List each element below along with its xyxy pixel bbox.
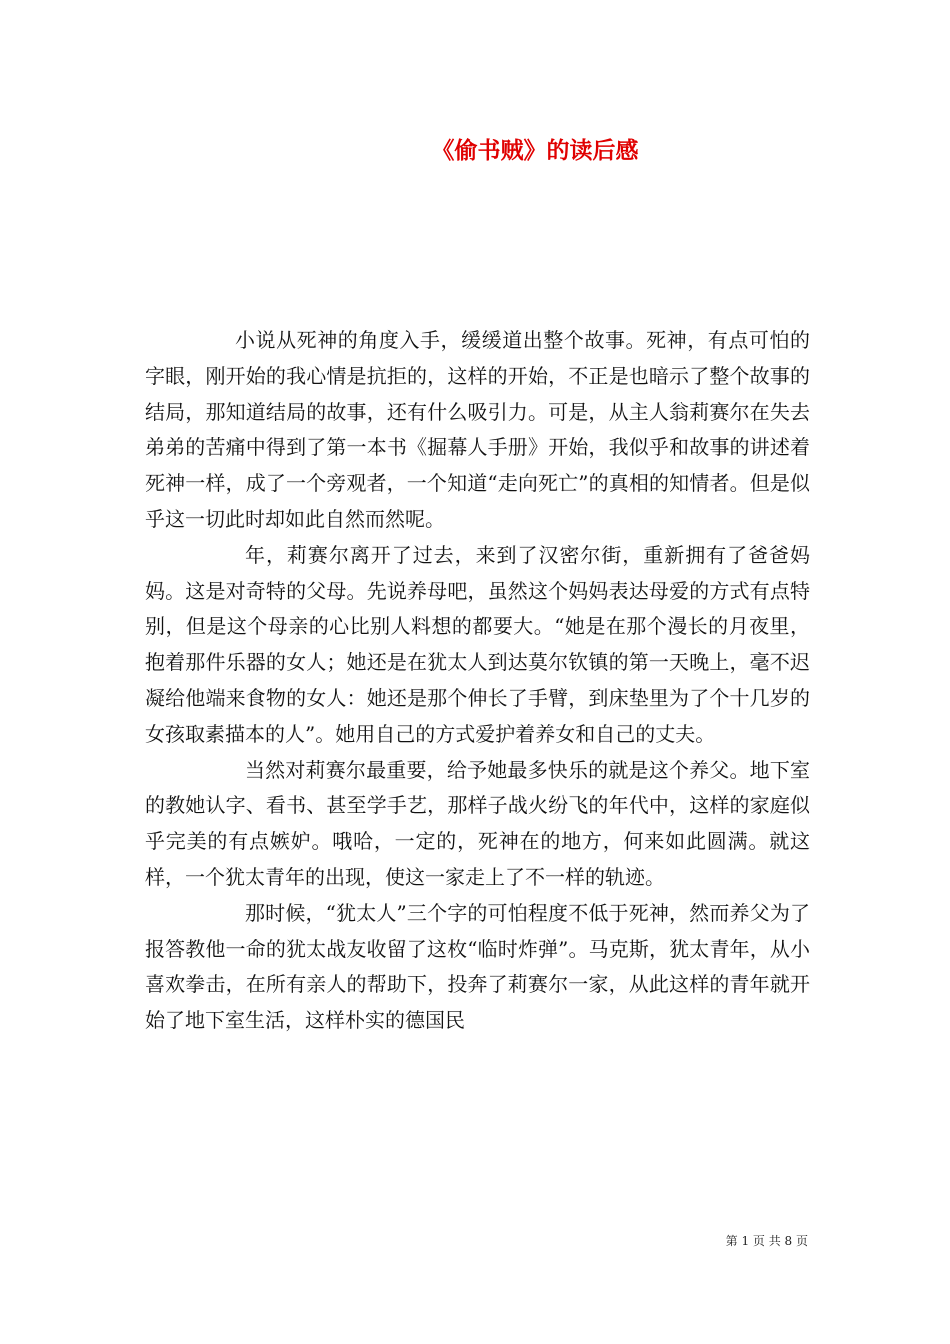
paragraph: 小说从死神的角度入手，缓缓道出整个故事。死神，有点可怕的字眼，刚开始的我心情是抗拒的，这样的开始，不正是也暗示了整个故事的结局，那知道结局的故事，还有什么吸引力。可是，从主人翁莉赛尔在失去弟弟的苦痛中得到了第一本书《掘幕人手册》开始，我似乎和故事的讲述着死神一样，成了一个旁观者，一个知道“走向死亡”的真相的知情者。但是似乎这一切此时却如此自然而然呢。 <box>145 328 810 531</box>
paragraph: 那时候，“犹太人”三个字的可怕程度不低于死神，然而养父为了报答教他一命的犹太战友收留了这枚“临时炸弹”。马克斯，犹太青年，从小喜欢拳击，在所有亲人的帮助下，投奔了莉赛尔一家，从此这样的青年就开始了地下室生活，这样朴实的德国民 <box>145 900 810 1033</box>
paragraph: 年，莉赛尔离开了过去，来到了汉密尔街，重新拥有了爸爸妈妈。这是对奇特的父母。先说养母吧，虽然这个妈妈表达母爱的方式有点特别，但是这个母亲的心比别人料想的都要大。“她是在那个漫长的月夜里，抱着那件乐器的女人；她还是在犹太人到达莫尔钦镇的第一天晚上，毫不迟凝给他端来食物的女人：她还是那个伸长了手臂，到床垫里为了个十几岁的女孩取素描本的人”。她用自己的方式爱护着养女和自己的丈夫。 <box>145 542 810 746</box>
page-number-footer: 第 1 页 共 8 页 <box>725 1234 808 1248</box>
document-body <box>145 323 810 1039</box>
document-title: 《偷书贼》的读后感 <box>431 137 639 164</box>
paragraph: 当然对莉赛尔最重要，给予她最多快乐的就是这个养父。地下室的教她认字、看书、甚至学手艺，那样子战火纷飞的年代中，这样的家庭似乎完美的有点嫉妒。哦哈，一定的，死神在的地方，何来如此圆满。就这样，一个犹太青年的出现，使这一家走上了不一样的轨迹。 <box>145 757 810 889</box>
